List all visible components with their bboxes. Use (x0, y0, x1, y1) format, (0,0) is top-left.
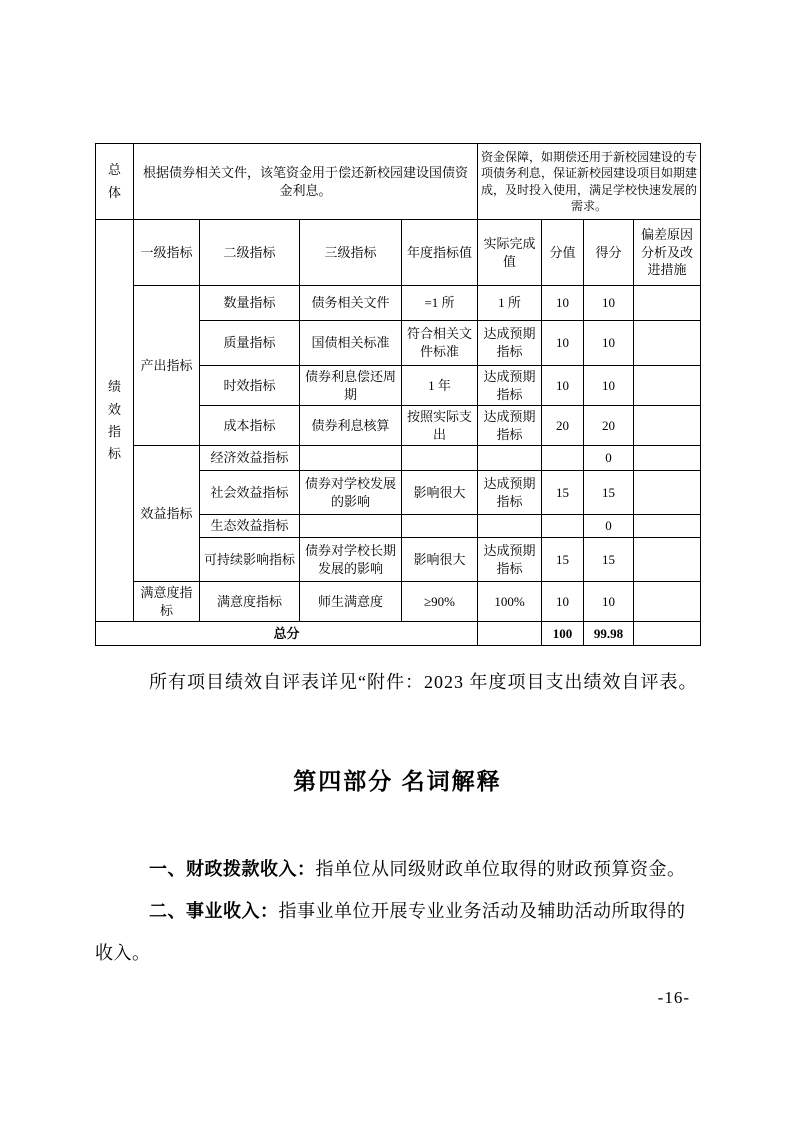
overall-label-text: 总体 (107, 162, 121, 200)
cell-annual: 按照实际支出 (402, 406, 478, 446)
cell-score: 10 (584, 366, 634, 406)
performance-table (95, 143, 701, 646)
cell-score: 10 (584, 286, 634, 321)
cell-level2: 时效指标 (200, 366, 300, 406)
cell-actual: 100% (478, 582, 542, 622)
header-level3: 三级指标 (300, 220, 402, 286)
term-lead: 二、事业收入： (149, 901, 279, 922)
table-row-total (96, 622, 701, 646)
group-benefit-indicators: 效益指标 (134, 446, 200, 582)
cell-deviation (634, 538, 701, 582)
cell-points (542, 515, 584, 538)
term-definition (95, 848, 700, 890)
cell-points: 15 (542, 538, 584, 582)
row-label-overall (96, 144, 134, 220)
cell-score: 10 (584, 321, 634, 366)
row-label-performance-indicators (96, 220, 134, 622)
cell-annual: 影响很大 (402, 471, 478, 515)
section-heading: 第四部分 名词解释 (293, 768, 502, 795)
cell-score: 15 (584, 471, 634, 515)
cell-points (542, 446, 584, 471)
cell-deviation (634, 582, 701, 622)
cell-actual: 达成预期指标 (478, 538, 542, 582)
cell-deviation (634, 515, 701, 538)
overall-goal: 资金保障，如期偿还用于新校园建设的专项债务利息，保证新校园建设项目如期建成，及时投入使用，满足学校快速发展的需求。 (478, 144, 701, 220)
table-row (96, 582, 701, 622)
total-deviation-empty (634, 622, 701, 646)
header-points: 分值 (542, 220, 584, 286)
cell-deviation (634, 406, 701, 446)
cell-level2: 成本指标 (200, 406, 300, 446)
term-body: 指单位从同级财政单位取得的财政预算资金。 (315, 859, 686, 880)
cell-annual: 影响很大 (402, 538, 478, 582)
table-header-row (96, 220, 701, 286)
cell-points: 10 (542, 321, 584, 366)
cell-annual: ≥90% (402, 582, 478, 622)
cell-annual: 1 年 (402, 366, 478, 406)
cell-points: 20 (542, 406, 584, 446)
cell-level2: 质量指标 (200, 321, 300, 366)
table-row (96, 446, 701, 471)
header-deviation: 偏差原因分析及改进措施 (634, 220, 701, 286)
cell-level3: 债券利息偿还周期 (300, 366, 402, 406)
cell-level3: 债券对学校长期发展的影响 (300, 538, 402, 582)
cell-score: 10 (584, 582, 634, 622)
cell-points: 15 (542, 471, 584, 515)
header-annual-value: 年度指标值 (402, 220, 478, 286)
total-label: 总分 (96, 622, 478, 646)
cell-level2: 生态效益指标 (200, 515, 300, 538)
cell-points: 10 (542, 582, 584, 622)
cell-level3: 债务相关文件 (300, 286, 402, 321)
cell-points: 10 (542, 286, 584, 321)
overall-description: 根据债券相关文件，该笔资金用于偿还新校园建设国债资金利息。 (134, 144, 478, 220)
cell-level3 (300, 446, 402, 471)
page-content (95, 143, 700, 974)
cell-annual: 符合相关文件标准 (402, 321, 478, 366)
cell-level3: 师生满意度 (300, 582, 402, 622)
cell-level3: 国债相关标准 (300, 321, 402, 366)
cell-deviation (634, 446, 701, 471)
cell-score: 15 (584, 538, 634, 582)
cell-actual: 1 所 (478, 286, 542, 321)
total-actual-empty (478, 622, 542, 646)
cell-level3: 债券利息核算 (300, 406, 402, 446)
cell-points: 10 (542, 366, 584, 406)
table-row-overall (96, 144, 701, 220)
header-score: 得分 (584, 220, 634, 286)
cell-level2: 可持续影响指标 (200, 538, 300, 582)
group-output-indicators: 产出指标 (134, 286, 200, 446)
cell-actual (478, 515, 542, 538)
cell-deviation (634, 286, 701, 321)
cell-annual (402, 515, 478, 538)
cell-deviation (634, 471, 701, 515)
performance-label-text: 绩效指标 (107, 379, 121, 461)
total-points: 100 (542, 622, 584, 646)
cell-level2: 经济效益指标 (200, 446, 300, 471)
cell-annual (402, 446, 478, 471)
table-row (96, 286, 701, 321)
header-actual-value: 实际完成值 (478, 220, 542, 286)
cell-level2: 社会效益指标 (200, 471, 300, 515)
group-satisfaction-indicators: 满意度指标 (134, 582, 200, 622)
cell-actual: 达成预期指标 (478, 406, 542, 446)
term-body: 指事业单位开展专业业务活动及辅助活动所取得的收入。 (95, 901, 686, 964)
page-number: -16- (657, 988, 690, 1007)
term-definition (95, 890, 700, 974)
cell-level2: 数量指标 (200, 286, 300, 321)
header-level1: 一级指标 (134, 220, 200, 286)
term-lead: 一、财政拨款收入： (149, 859, 316, 880)
cell-score: 0 (584, 515, 634, 538)
cell-score: 0 (584, 446, 634, 471)
cell-actual: 达成预期指标 (478, 471, 542, 515)
cell-actual (478, 446, 542, 471)
cell-level3 (300, 515, 402, 538)
self-evaluation-note: 所有项目绩效自评表详见“附件：2023 年度项目支出绩效自评表。 (149, 672, 698, 693)
header-level2: 二级指标 (200, 220, 300, 286)
cell-actual: 达成预期指标 (478, 321, 542, 366)
cell-level2: 满意度指标 (200, 582, 300, 622)
cell-actual: 达成预期指标 (478, 366, 542, 406)
total-score: 99.98 (584, 622, 634, 646)
cell-score: 20 (584, 406, 634, 446)
cell-deviation (634, 321, 701, 366)
cell-annual: =1 所 (402, 286, 478, 321)
cell-deviation (634, 366, 701, 406)
cell-level3: 债券对学校发展的影响 (300, 471, 402, 515)
